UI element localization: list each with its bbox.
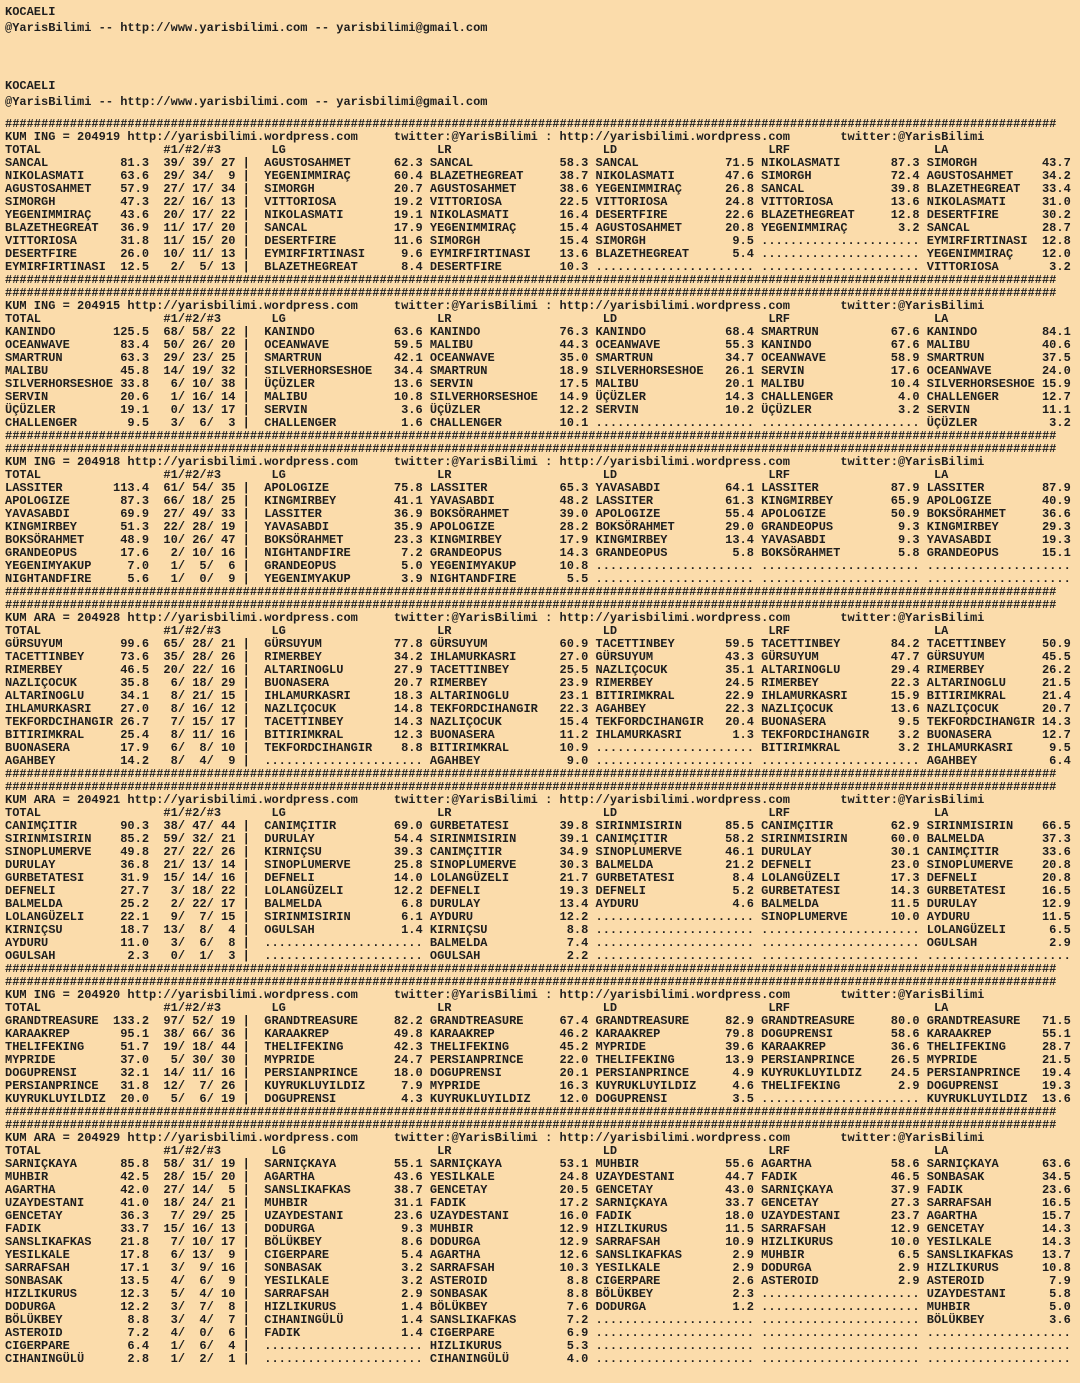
- horse-stats-row: SARRAFSAH 17.1 3/ 9/ 16 | SONBASAK 3.2 SARRAFSAH 10.3 YESILKALE 2.9 DODURGA 2.9 HIZLIKURUS 10.8: [5, 1261, 1071, 1275]
- horse-stats-row: KINGMIRBEY 51.3 22/ 28/ 19 | YAVASABDI 35.9 APOLOGIZE 28.2 BOKSÖRAHMET 29.0 GRANDEOPUS 9.3 KINGMIRBEY 29.3: [5, 520, 1071, 534]
- contact-line: @YarisBilimi -- http://www.yarisbilimi.com -- yarisbilimi@gmail.com: [5, 21, 488, 35]
- horse-stats-row: TACETTINBEY 73.6 35/ 28/ 26 | RIMERBEY 34.2 IHLAMURKASRI 27.0 GÜRSUYUM 43.3 GÜRSUYUM 47.7 GÜRSUYUM 45.5: [5, 650, 1071, 664]
- horse-stats-row: ALTARINOGLU 34.1 8/ 21/ 15 | IHLAMURKASRI 18.3 ALTARINOGLU 23.1 BITIRIMKRAL 22.9 IHLAMURKASRI 15.9 BITIRIMKRAL 21.4: [5, 689, 1071, 703]
- horse-stats-row: YESILKALE 17.8 6/ 13/ 9 | CIGERPARE 5.4 AGARTHA 12.6 SANSLIKAFKAS 2.9 MUHBIR 6.5 SANSLIKAFKAS 13.7: [5, 1248, 1071, 1262]
- horse-stats-row: SANCAL 81.3 39/ 39/ 27 | AGUSTOSAHMET 62.3 SANCAL 58.3 SANCAL 71.5 NIKOLASMATI 87.3 SIMORGH 43.7: [5, 156, 1071, 170]
- horse-stats-row: AGUSTOSAHMET 57.9 27/ 17/ 34 | SIMORGH 20.7 AGUSTOSAHMET 38.6 YEGENIMMIRAÇ 26.8 SANCAL 39.8 BLAZETHEGREAT 33.4: [5, 182, 1071, 196]
- horse-stats-row: GÜRSUYUM 99.6 65/ 28/ 21 | GÜRSUYUM 77.8 GÜRSUYUM 60.9 TACETTINBEY 59.5 TACETTINBEY 84.2 TACETTINBEY 50.9: [5, 637, 1071, 651]
- separator-line: ##################################################################################################################################################: [5, 585, 1057, 599]
- horse-stats-row: ASTEROID 7.2 4/ 0/ 6 | FADIK 1.4 CIGERPARE 6.9 ...................... ...................... ....................: [5, 1326, 1071, 1340]
- separator-line: ##################################################################################################################################################: [5, 429, 1057, 443]
- contact-line-repeat: @YarisBilimi -- http://www.yarisbilimi.com -- yarisbilimi@gmail.com: [5, 95, 488, 109]
- horse-stats-row: VITTORIOSA 31.8 11/ 15/ 20 | DESERTFIRE 11.6 SIMORGH 15.4 SIMORGH 9.5 ...................... EYMIRFIRTINASI 12.8: [5, 234, 1071, 248]
- column-header-row: TOTAL #1/#2/#3 LG LR LD LRF LA: [5, 312, 949, 326]
- horse-stats-row: BUONASERA 17.9 6/ 8/ 10 | TEKFORDCIHANGIR 8.8 BITIRIMKRAL 10.9 ...................... BITIRIMKRAL 3.2 IHLAMURKASRI 9.5: [5, 741, 1071, 755]
- horse-stats-row: SONBASAK 13.5 4/ 6/ 9 | YESILKALE 3.2 ASTEROID 8.8 CIGERPARE 2.6 ASTEROID 2.9 ASTEROID 7.9: [5, 1274, 1071, 1288]
- horse-stats-row: DOGUPRENSI 32.1 14/ 11/ 16 | PERSIANPRINCE 18.0 DOGUPRENSI 20.1 PERSIANPRINCE 4.9 KUYRUKLUYILDIZ 24.5 PERSIANPRINCE 19.4: [5, 1066, 1071, 1080]
- horse-stats-row: MALIBU 45.8 14/ 19/ 32 | SILVERHORSESHOE 34.4 SMARTRUN 18.9 SILVERHORSESHOE 26.1 SERVIN 17.6 OCEANWAVE 24.0: [5, 364, 1071, 378]
- horse-stats-row: SANSLIKAFKAS 21.8 7/ 10/ 17 | BÖLÜKBEY 8.6 DODURGA 12.9 SARRAFSAH 10.9 HIZLIKURUS 10.0 YESILKALE 14.3: [5, 1235, 1071, 1249]
- column-header-row: TOTAL #1/#2/#3 LG LR LD LRF LA: [5, 624, 949, 638]
- section-title: KUM ING = 204915 http://yarisbilimi.wordpress.com twitter:@YarisBilimi : http://yarisbilimi.wordpress.com twitter:@YarisBilimi: [5, 299, 985, 313]
- separator-line: ##################################################################################################################################################: [5, 780, 1057, 794]
- horse-stats-row: AYDURU 11.0 3/ 6/ 8 | ...................... BALMELDA 7.4 ...................... ...................... OGULSAH 2.9: [5, 936, 1071, 950]
- horse-stats-row: SIRINMISIRIN 85.2 59/ 32/ 21 | DURULAY 54.4 SIRINMISIRIN 39.1 CANIMÇITIR 58.2 SIRINMISIRIN 60.0 BALMELDA 37.3: [5, 832, 1071, 846]
- horse-stats-row: MUHBIR 42.5 28/ 15/ 20 | AGARTHA 43.6 YESILKALE 24.8 UZAYDESTANI 44.7 FADIK 46.5 SONBASAK 34.5: [5, 1170, 1071, 1184]
- horse-stats-row: DURULAY 36.8 21/ 13/ 14 | SINOPLUMERVE 25.8 SINOPLUMERVE 30.3 BALMELDA 21.2 DEFNELI 23.0 SINOPLUMERVE 20.8: [5, 858, 1071, 872]
- horse-stats-row: BOKSÖRAHMET 48.9 10/ 26/ 47 | BOKSÖRAHMET 23.3 KINGMIRBEY 17.9 KINGMIRBEY 13.4 YAVASABDI 9.3 YAVASABDI 19.3: [5, 533, 1071, 547]
- horse-stats-row: DODURGA 12.2 3/ 7/ 8 | HIZLIKURUS 1.4 BÖLÜKBEY 7.6 DODURGA 1.2 ...................... MUHBIR 5.0: [5, 1300, 1071, 1314]
- separator-line: ##################################################################################################################################################: [5, 598, 1057, 612]
- horse-stats-row: AGARTHA 42.0 27/ 14/ 5 | SANSLIKAFKAS 38.7 GENCETAY 20.5 GENCETAY 43.0 SARNIÇKAYA 37.9 FADIK 23.6: [5, 1183, 1071, 1197]
- horse-stats-row: KUYRUKLUYILDIZ 20.0 5/ 6/ 19 | DOGUPRENSI 4.3 KUYRUKLUYILDIZ 12.0 DOGUPRENSI 3.5 ...................... KUYRUKLUYILDIZ 13.6: [5, 1092, 1071, 1106]
- horse-stats-row: THELIFEKING 51.7 19/ 18/ 44 | THELIFEKING 42.3 THELIFEKING 45.2 MYPRIDE 39.6 KARAAKREP 36.6 THELIFEKING 28.7: [5, 1040, 1071, 1054]
- horse-stats-row: NAZLIÇOCUK 35.8 6/ 18/ 29 | BUONASERA 20.7 RIMERBEY 23.9 RIMERBEY 24.5 RIMERBEY 22.3 ALTARINOGLU 21.5: [5, 676, 1071, 690]
- horse-stats-row: YEGENIMYAKUP 7.0 1/ 5/ 6 | GRANDEOPUS 5.0 YEGENIMYAKUP 10.8 ...................... ...................... ....................: [5, 559, 1071, 573]
- separator-line: ##################################################################################################################################################: [5, 1105, 1057, 1119]
- horse-stats-row: PERSIANPRINCE 31.8 12/ 7/ 26 | KUYRUKLUYILDIZ 7.9 MYPRIDE 16.3 KUYRUKLUYILDIZ 4.6 THELIFEKING 2.9 DOGUPRENSI 19.3: [5, 1079, 1071, 1093]
- column-header-row: TOTAL #1/#2/#3 LG LR LD LRF LA: [5, 1144, 949, 1158]
- column-header-row: TOTAL #1/#2/#3 LG LR LD LRF LA: [5, 806, 949, 820]
- horse-stats-row: DESERTFIRE 26.0 10/ 11/ 13 | EYMIRFIRTINASI 9.6 EYMIRFIRTINASI 13.6 BLAZETHEGREAT 5.4 ...................... YEGENIMMIRAÇ 12.0: [5, 247, 1071, 261]
- horse-stats-row: NIKOLASMATI 63.6 29/ 34/ 9 | YEGENIMMIRAÇ 60.4 BLAZETHEGREAT 38.7 NIKOLASMATI 47.6 SIMORGH 72.4 AGUSTOSAHMET 34.2: [5, 169, 1071, 183]
- horse-stats-row: LOLANGÜZELI 22.1 9/ 7/ 15 | SIRINMISIRIN 6.1 AYDURU 12.2 ...................... SINOPLUMERVE 10.0 AYDURU 11.5: [5, 910, 1071, 924]
- section-title: KUM ING = 204919 http://yarisbilimi.wordpress.com twitter:@YarisBilimi : http://yarisbilimi.wordpress.com twitter:@YarisBilimi: [5, 130, 985, 144]
- horse-stats-row: IHLAMURKASRI 27.0 8/ 16/ 12 | NAZLIÇOCUK 14.8 TEKFORDCIHANGIR 22.3 AGAHBEY 22.3 NAZLIÇOCUK 13.6 NAZLIÇOCUK 20.7: [5, 702, 1071, 716]
- horse-stats-row: AGAHBEY 14.2 8/ 4/ 9 | ...................... AGAHBEY 9.0 ...................... ...................... AGAHBEY 6.4: [5, 754, 1071, 768]
- race-statistics-report: [5, 118, 1080, 1366]
- horse-stats-row: CIGERPARE 6.4 1/ 6/ 4 | ...................... HIZLIKURUS 5.3 ...................... ...................... ....................: [5, 1339, 1071, 1353]
- column-header-row: TOTAL #1/#2/#3 LG LR LD LRF LA: [5, 468, 949, 482]
- horse-stats-row: GRANDTREASURE 133.2 97/ 52/ 19 | GRANDTREASURE 82.2 GRANDTREASURE 67.4 GRANDTREASURE 82.9 GRANDTREASURE 80.0 GRANDTREASURE 71.5: [5, 1014, 1071, 1028]
- horse-stats-row: KANINDO 125.5 68/ 58/ 22 | KANINDO 63.6 KANINDO 76.3 KANINDO 68.4 SMARTRUN 67.6 KANINDO 84.1: [5, 325, 1071, 339]
- column-header-row: TOTAL #1/#2/#3 LG LR LD LRF LA: [5, 1001, 949, 1015]
- horse-stats-row: YAVASABDI 69.9 27/ 49/ 33 | LASSITER 36.9 BOKSÖRAHMET 39.0 APOLOGIZE 55.4 APOLOGIZE 50.9 BOKSÖRAHMET 36.6: [5, 507, 1071, 521]
- horse-stats-row: KARAAKREP 95.1 38/ 66/ 36 | KARAAKREP 49.8 KARAAKREP 46.2 KARAAKREP 79.8 DOGUPRENSI 58.6 KARAAKREP 55.1: [5, 1027, 1071, 1041]
- separator-line: ##################################################################################################################################################: [5, 975, 1057, 989]
- horse-stats-row: UZAYDESTANI 41.0 18/ 24/ 21 | MUHBIR 31.1 FADIK 17.2 SARNIÇKAYA 33.7 GENCETAY 27.3 SARRAFSAH 16.5: [5, 1196, 1071, 1210]
- horse-stats-row: SARNIÇKAYA 85.8 58/ 31/ 19 | SARNIÇKAYA 55.1 SARNIÇKAYA 53.1 MUHBIR 55.6 AGARTHA 58.6 SARNIÇKAYA 63.6: [5, 1157, 1071, 1171]
- separator-line: ##################################################################################################################################################: [5, 117, 1057, 131]
- city-title: KOCAELI: [5, 5, 56, 19]
- section-title: KUM ARA = 204929 http://yarisbilimi.wordpress.com twitter:@YarisBilimi : http://yarisbilimi.wordpress.com twitter:@YarisBilimi: [5, 1131, 985, 1145]
- separator-line: ##################################################################################################################################################: [5, 273, 1057, 287]
- section-title: KUM ING = 204918 http://yarisbilimi.wordpress.com twitter:@YarisBilimi : http://yarisbilimi.wordpress.com twitter:@YarisBilimi: [5, 455, 985, 469]
- horse-stats-row: SINOPLUMERVE 49.8 27/ 22/ 26 | KIRNIÇSU 39.3 CANIMÇITIR 34.9 SINOPLUMERVE 46.1 DURULAY 30.1 CANIMÇITIR 33.6: [5, 845, 1071, 859]
- separator-line: ##################################################################################################################################################: [5, 962, 1057, 976]
- horse-stats-row: ÜÇÜZLER 19.1 0/ 13/ 17 | SERVIN 3.6 ÜÇÜZLER 12.2 SERVIN 10.2 ÜÇÜZLER 3.2 SERVIN 11.1: [5, 403, 1071, 417]
- horse-stats-row: SIMORGH 47.3 22/ 16/ 13 | VITTORIOSA 19.2 VITTORIOSA 22.5 VITTORIOSA 24.8 VITTORIOSA 13.6 NIKOLASMATI 31.0: [5, 195, 1071, 209]
- horse-stats-row: CIHANINGÜLÜ 2.8 1/ 2/ 1 | ...................... CIHANINGÜLÜ 4.0 ...................... ...................... ....................: [5, 1352, 1071, 1366]
- horse-stats-row: SILVERHORSESHOE 33.8 6/ 10/ 38 | ÜÇÜZLER 13.6 SERVIN 17.5 MALIBU 20.1 MALIBU 10.4 SILVERHORSESHOE 15.9: [5, 377, 1071, 391]
- horse-stats-row: APOLOGIZE 87.3 66/ 18/ 25 | KINGMIRBEY 41.1 YAVASABDI 48.2 LASSITER 61.3 KINGMIRBEY 65.9 APOLOGIZE 40.9: [5, 494, 1071, 508]
- horse-stats-row: GURBETATESI 31.9 15/ 14/ 16 | DEFNELI 14.0 LOLANGÜZELI 21.7 GURBETATESI 8.4 LOLANGÜZELI 17.3 DEFNELI 20.8: [5, 871, 1071, 885]
- horse-stats-row: TEKFORDCIHANGIR 26.7 7/ 15/ 17 | TACETTINBEY 14.3 NAZLIÇOCUK 15.4 TEKFORDCIHANGIR 20.4 BUONASERA 9.5 TEKFORDCIHANGIR 14.3: [5, 715, 1071, 729]
- horse-stats-row: MYPRIDE 37.0 5/ 30/ 30 | MYPRIDE 24.7 PERSIANPRINCE 22.0 THELIFEKING 13.9 PERSIANPRINCE 26.5 MYPRIDE 21.5: [5, 1053, 1071, 1067]
- separator-line: ##################################################################################################################################################: [5, 442, 1057, 456]
- horse-stats-row: FADIK 33.7 15/ 16/ 13 | DODURGA 9.3 MUHBIR 12.9 HIZLIKURUS 11.5 SARRAFSAH 12.9 GENCETAY 14.3: [5, 1222, 1071, 1236]
- horse-stats-row: RIMERBEY 46.5 20/ 22/ 16 | ALTARINOGLU 27.9 TACETTINBEY 25.5 NAZLIÇOCUK 35.1 ALTARINOGLU 29.4 RIMERBEY 26.2: [5, 663, 1071, 677]
- column-header-row: TOTAL #1/#2/#3 LG LR LD LRF LA: [5, 143, 949, 157]
- horse-stats-row: GENCETAY 36.3 7/ 29/ 25 | UZAYDESTANI 23.6 UZAYDESTANI 16.0 FADIK 18.0 UZAYDESTANI 23.7 AGARTHA 15.7: [5, 1209, 1071, 1223]
- horse-stats-row: GRANDEOPUS 17.6 2/ 10/ 16 | NIGHTANDFIRE 7.2 GRANDEOPUS 14.3 GRANDEOPUS 5.8 BOKSÖRAHMET 5.8 GRANDEOPUS 15.1: [5, 546, 1071, 560]
- horse-stats-row: SERVIN 20.6 1/ 16/ 14 | MALIBU 10.8 SILVERHORSESHOE 14.9 ÜÇÜZLER 14.3 CHALLENGER 4.0 CHALLENGER 12.7: [5, 390, 1071, 404]
- horse-stats-row: NIGHTANDFIRE 5.6 1/ 0/ 9 | YEGENIMYAKUP 3.9 NIGHTANDFIRE 5.5 ...................... ...................... ....................: [5, 572, 1071, 586]
- horse-stats-row: KIRNIÇSU 18.7 13/ 8/ 4 | OGULSAH 1.4 KIRNIÇSU 8.8 ...................... ...................... LOLANGÜZELI 6.5: [5, 923, 1071, 937]
- separator-line: ##################################################################################################################################################: [5, 1118, 1057, 1132]
- city-title-repeat: KOCAELI: [5, 79, 56, 93]
- section-title: KUM ARA = 204928 http://yarisbilimi.wordpress.com twitter:@YarisBilimi : http://yarisbilimi.wordpress.com twitter:@YarisBilimi: [5, 611, 985, 625]
- horse-stats-row: YEGENIMMIRAÇ 43.6 20/ 17/ 22 | NIKOLASMATI 19.1 NIKOLASMATI 16.4 DESERTFIRE 22.6 BLAZETHEGREAT 12.8 DESERTFIRE 30.2: [5, 208, 1071, 222]
- horse-stats-row: BITIRIMKRAL 25.4 8/ 11/ 16 | BITIRIMKRAL 12.3 BUONASERA 11.2 IHLAMURKASRI 1.3 TEKFORDCIHANGIR 3.2 BUONASERA 12.7: [5, 728, 1071, 742]
- horse-stats-row: OCEANWAVE 83.4 50/ 26/ 20 | OCEANWAVE 59.5 MALIBU 44.3 OCEANWAVE 55.3 KANINDO 67.6 MALIBU 40.6: [5, 338, 1071, 352]
- horse-stats-row: CANIMÇITIR 90.3 38/ 47/ 44 | CANIMÇITIR 69.0 GURBETATESI 39.8 SIRINMISIRIN 85.5 CANIMÇITIR 62.9 SIRINMISIRIN 66.5: [5, 819, 1071, 833]
- horse-stats-row: LASSITER 113.4 61/ 54/ 35 | APOLOGIZE 75.8 LASSITER 65.3 YAVASABDI 64.1 LASSITER 87.9 LASSITER 87.9: [5, 481, 1071, 495]
- horse-stats-row: EYMIRFIRTINASI 12.5 2/ 5/ 13 | BLAZETHEGREAT 8.4 DESERTFIRE 10.3 ...................... ...................... VITTORIOSA 3.2: [5, 260, 1071, 274]
- section-title: KUM ARA = 204921 http://yarisbilimi.wordpress.com twitter:@YarisBilimi : http://yarisbilimi.wordpress.com twitter:@YarisBilimi: [5, 793, 985, 807]
- horse-stats-row: BÖLÜKBEY 8.8 3/ 4/ 7 | CIHANINGÜLÜ 1.4 SANSLIKAFKAS 7.2 ...................... ...................... BÖLÜKBEY 3.6: [5, 1313, 1071, 1327]
- separator-line: ##################################################################################################################################################: [5, 767, 1057, 781]
- horse-stats-row: BALMELDA 25.2 2/ 22/ 17 | BALMELDA 6.8 DURULAY 13.4 AYDURU 4.6 BALMELDA 11.5 DURULAY 12.9: [5, 897, 1071, 911]
- horse-stats-row: OGULSAH 2.3 0/ 1/ 3 | ...................... OGULSAH 2.2 ...................... ...................... ....................: [5, 949, 1071, 963]
- horse-stats-row: SMARTRUN 63.3 29/ 23/ 25 | SMARTRUN 42.1 OCEANWAVE 35.0 SMARTRUN 34.7 OCEANWAVE 58.9 SMARTRUN 37.5: [5, 351, 1071, 365]
- separator-line: ##################################################################################################################################################: [5, 286, 1057, 300]
- blank-gap: [5, 36, 1080, 78]
- section-title: KUM ING = 204920 http://yarisbilimi.wordpress.com twitter:@YarisBilimi : http://yarisbilimi.wordpress.com twitter:@YarisBilimi: [5, 988, 985, 1002]
- horse-stats-row: HIZLIKURUS 12.3 5/ 4/ 10 | SARRAFSAH 2.9 SONBASAK 8.8 BÖLÜKBEY 2.3 ...................... UZAYDESTANI 5.8: [5, 1287, 1071, 1301]
- horse-stats-row: BLAZETHEGREAT 36.9 11/ 17/ 20 | SANCAL 17.9 YEGENIMMIRAÇ 15.4 AGUSTOSAHMET 20.8 YEGENIMMIRAÇ 3.2 SANCAL 28.7: [5, 221, 1071, 235]
- horse-stats-row: DEFNELI 27.7 3/ 18/ 22 | LOLANGÜZELI 12.2 DEFNELI 19.3 DEFNELI 5.2 GURBETATESI 14.3 GURBETATESI 16.5: [5, 884, 1071, 898]
- horse-stats-row: CHALLENGER 9.5 3/ 6/ 3 | CHALLENGER 1.6 CHALLENGER 10.1 ...................... ...................... ÜÇÜZLER 3.2: [5, 416, 1071, 430]
